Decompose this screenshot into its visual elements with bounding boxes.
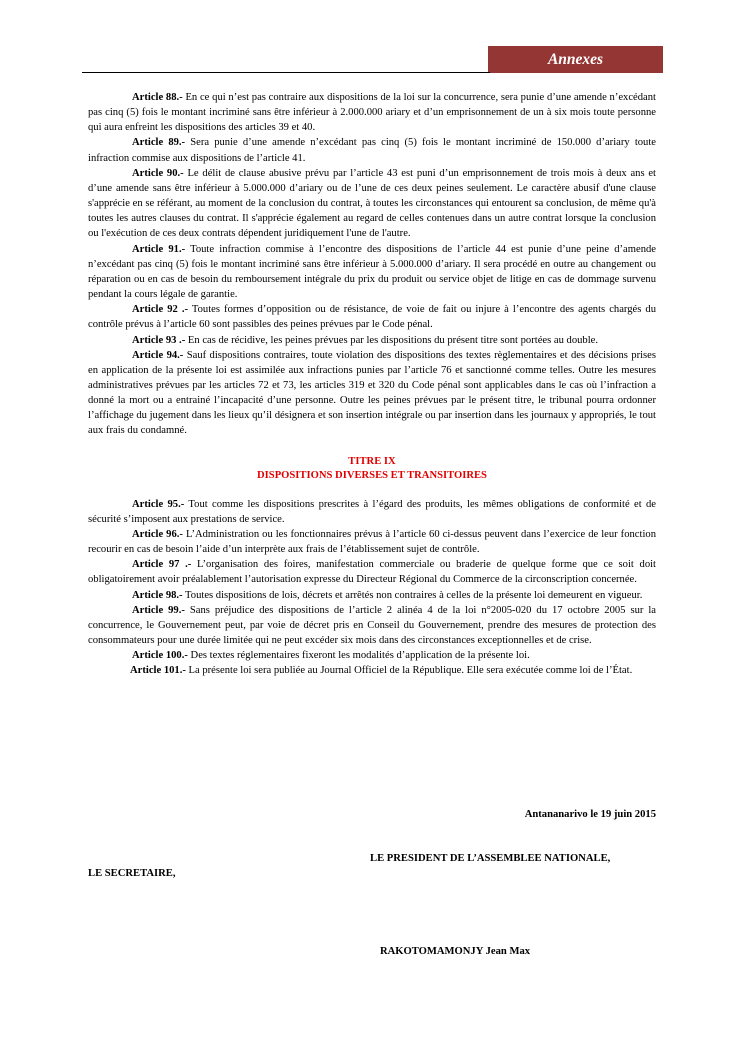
section-title: Annexes bbox=[547, 50, 604, 68]
header-rule bbox=[82, 72, 490, 73]
article-96: Article 96.- L’Administration ou les fonctionnaires prévus à l’article 60 ci-dessus peuvent dans l’exercice de leur fonction recourir en cas de besoin l’aide d’un interprète aux frais de l’établissement sujet de contrôle. bbox=[88, 528, 656, 556]
document-body bbox=[88, 90, 656, 678]
article-99: Article 99.- Sans préjudice des dispositions de l’article 2 alinéa 4 de la loi n°2005-020 du 17 octobre 2005 sur la concurrence, le Gouvernement peut, par voie de décret pris en Conseil du Gouvernement, prendre des mesures de protection des consommateurs pour une durée limitée qui ne peut excéder six mois dans des circonstances exceptionnelles et de crise. bbox=[88, 604, 657, 646]
article-89: Article 89.- Sera punie d’une amende n’excédant pas cinq (5) fois le montant incriminé de 150.000 d’ariary toute infraction commise aux dispositions de l’article 41. bbox=[88, 137, 656, 164]
signatory-name: RAKOTOMAMONJY Jean Max bbox=[380, 946, 531, 957]
secretaire-title: LE SECRETAIRE, bbox=[88, 868, 176, 879]
article-100: Article 100.- Des textes réglementaires fixeront les modalités d’application de la présente loi. bbox=[132, 650, 530, 662]
article-92: Article 92 .- Toutes formes d’opposition ou de résistance, de voie de fait ou injure à l’encontre des agents chargés du contrôle prévus à l’article 60 sont passibles des peines prévues par le Code pénal. bbox=[88, 304, 656, 331]
article-93: Article 93 .- En cas de récidive, les peines prévues par les dispositions du présent titre sont portées au double. bbox=[132, 334, 599, 346]
title-number: TITRE IX bbox=[348, 455, 396, 467]
article-95: Article 95.- Tout comme les dispositions prescrites à l’égard des produits, les mêmes obligations de conformité et de sécurité s’imposent aux prestations de service. bbox=[88, 498, 656, 525]
article-98: Article 98.- Toutes dispositions de lois, décrets et arrêtés non contraires à celles de la présente loi demeurent en vigueur. bbox=[132, 589, 643, 601]
place-date: Antananarivo le 19 juin 2015 bbox=[524, 809, 656, 820]
article-101: Article 101.- La présente loi sera publiée au Journal Officiel de la République. Elle sera exécutée comme loi de l’État. bbox=[130, 665, 633, 677]
article-91: Article 91.- Toute infraction commise à l’encontre des dispositions de l’article 44 est punie d’une peine d’amende n’excédant pas cinq (5) fois le montant incriminé sans être inférieur à 5.000.000 d’ariary. Il sera procédé en outre au changement ou réparation ou en cas de besoin du remboursement intégrale du prix du produit ou service objet de litige en cas de dommage survenu pendant la cours légale de garantie. bbox=[88, 243, 656, 301]
title-heading: DISPOSITIONS DIVERSES ET TRANSITOIRES bbox=[257, 469, 487, 481]
article-90: Article 90.- Le délit de clause abusive prévu par l’article 43 est puni d’un emprisonnement de trois mois à deux ans et d’une amende sans être inférieur à 5.000.000 d’ariary ou de l’une de ces deux peines seulement. Le caractère abusif d'une clause s'apprécie en se référant, au moment de la conclusion du contrat, à toutes les circonstances qui entourent sa conclusion, de même qu'à toutes les autres clauses du contrat. Il s'apprécie également au regard de celles contenues dans un autre contrat lorsque la conclusion ou l'exécution de ces deux contrats dépendent juridiquement l'une de l'autre. bbox=[88, 167, 656, 240]
article-97: Article 97 .- L’organisation des foires, manifestation commerciale ou braderie de quelque forme que ce soit doit obligatoirement avoir préalablement l’autorisation expresse du Directeur Régional du Commerce de la circonscription concernée. bbox=[88, 559, 657, 586]
president-title: LE PRESIDENT DE L’ASSEMBLEE NATIONALE, bbox=[370, 853, 611, 864]
article-94: Article 94.- Sauf dispositions contraires, toute violation des dispositions des textes règlementaires et des décisions prises en application de la présente loi est assimilée aux infractions punies par l’article 76 et sanctionné comme telles. Outre les mesures administratives prévues par les articles 72 et 73, les articles 319 et 320 du Code pénal sont applicables dans le cas où l’infraction a donné la mort ou a entrainé l’incapacité d’une personne. Outre les peines prévues par le présent titre, le tribunal pourra ordonner l’affichage du jugement dans les lieux qu’il désignera et son insertion intégrale ou par insertion dans les journaux y appropriés, le tout aux frais du condamné. bbox=[88, 349, 656, 437]
title-block bbox=[88, 455, 656, 483]
section-header bbox=[488, 46, 663, 73]
article-88: Article 88.- En ce qui n’est pas contraire aux dispositions de la loi sur la concurrence, sera punie d’une amende n’excédant pas cinq (5) fois le montant incriminé sans être inférieur à 2.000.000 ariary et d’un emprisonnement de un à six mois toute personne qui aura enfreint les dispositions des articles 39 et 40. bbox=[88, 92, 656, 134]
